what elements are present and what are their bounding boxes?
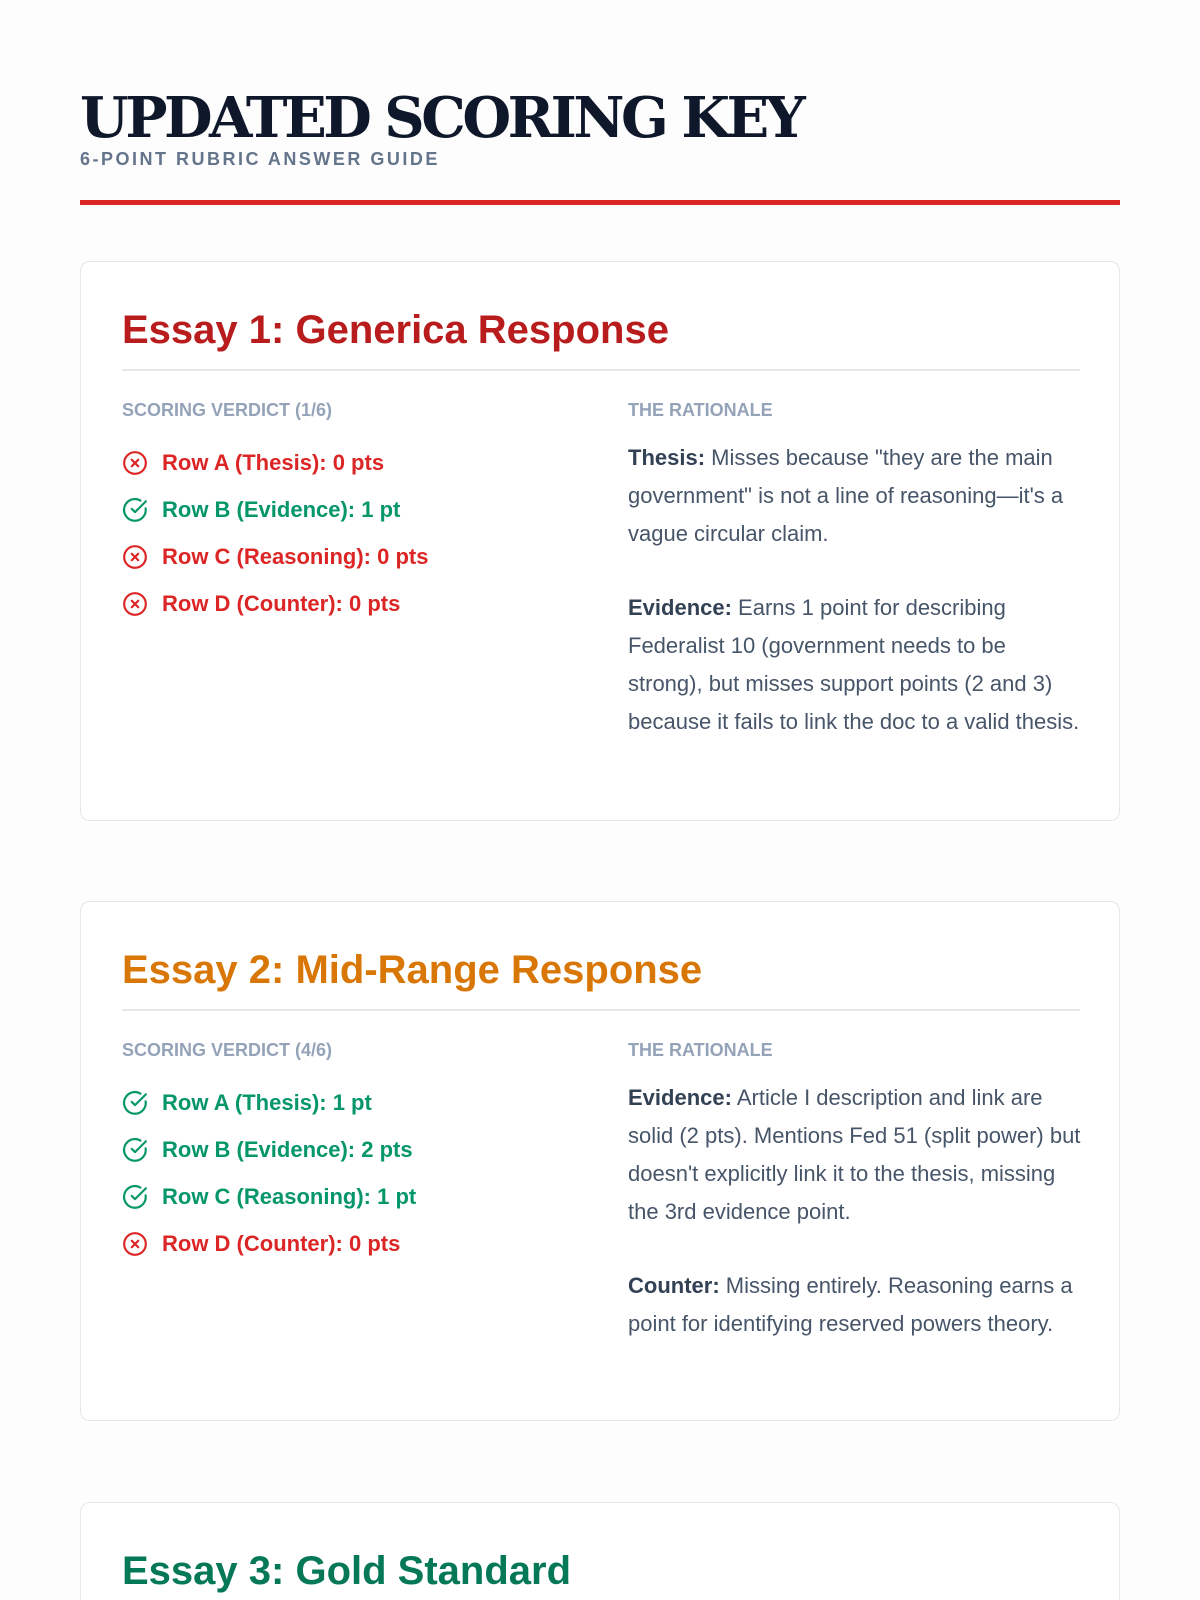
rationale-text: [628, 439, 1083, 741]
page-subtitle: 6-POINT RUBRIC ANSWER GUIDE: [80, 149, 440, 169]
rationale-paragraph: [628, 439, 1083, 553]
check-circle-icon: [122, 1090, 148, 1116]
verdict-label: SCORING VERDICT (1/6): [122, 400, 333, 420]
essay-card-3: [80, 1502, 1120, 1600]
essay-card-1: [80, 261, 1120, 821]
essay-card-2: [80, 901, 1120, 1421]
score-row: [122, 439, 562, 486]
rationale-term: Thesis:: [628, 445, 706, 470]
x-circle-icon: [122, 591, 148, 617]
rationale-body: Misses because "they are the main government" is not a line of reasoning—it's a vague circular claim.: [628, 445, 1064, 546]
scoring-verdict-column: [122, 1039, 562, 1267]
score-row-text: Row A (Thesis): 1 pt: [162, 1089, 372, 1115]
header-divider: [80, 200, 1120, 205]
scoring-key-page: [80, 0, 1120, 1600]
card-divider: [122, 369, 1080, 371]
score-list: [122, 1079, 562, 1267]
scoring-verdict-column: [122, 399, 562, 627]
verdict-label: SCORING VERDICT (4/6): [122, 1040, 333, 1060]
x-circle-icon: [122, 1231, 148, 1257]
score-row: [122, 1126, 562, 1173]
score-row-text: Row B (Evidence): 2 pts: [162, 1136, 413, 1162]
score-row: [122, 1173, 562, 1220]
page-title: UPDATED SCORING KEY: [80, 85, 803, 151]
rationale-term: Evidence:: [628, 1085, 732, 1110]
check-circle-icon: [122, 1184, 148, 1210]
check-circle-icon: [122, 1137, 148, 1163]
x-circle-icon: [122, 450, 148, 476]
x-circle-icon: [122, 544, 148, 570]
rationale-label: THE RATIONALE: [628, 400, 773, 420]
score-row-text: Row A (Thesis): 0 pts: [162, 449, 385, 475]
rationale-term: Counter:: [628, 1273, 720, 1298]
rationale-text: [628, 1079, 1083, 1343]
essay-title: Essay 2: Mid-Range Response: [122, 948, 703, 992]
rationale-column: [628, 399, 1083, 741]
rationale-column: [628, 1039, 1083, 1343]
rationale-label: THE RATIONALE: [628, 1040, 773, 1060]
rationale-paragraph: [628, 1267, 1083, 1343]
check-circle-icon: [122, 497, 148, 523]
rationale-paragraph: [628, 589, 1083, 741]
score-row-text: Row C (Reasoning): 1 pt: [162, 1183, 417, 1209]
essay-title: Essay 3: Gold Standard: [122, 1549, 572, 1593]
card-divider: [122, 1009, 1080, 1011]
score-row-text: Row C (Reasoning): 0 pts: [162, 543, 429, 569]
rationale-body: Missing entirely. Reasoning earns a point for identifying reserved powers theory.: [628, 1273, 1073, 1336]
document-header: [80, 85, 1120, 170]
score-row: [122, 580, 562, 627]
rationale-body: Earns 1 point for describing Federalist 10 (government needs to be strong), but misses support points (2 and 3) because it fails to link the doc to a valid thesis.: [628, 595, 1080, 734]
rationale-term: Evidence:: [628, 595, 732, 620]
score-row: [122, 486, 562, 533]
essay-title: Essay 1: Generica Response: [122, 308, 669, 352]
score-row-text: Row B (Evidence): 1 pt: [162, 496, 401, 522]
score-row: [122, 533, 562, 580]
score-row: [122, 1079, 562, 1126]
rationale-body: Article I description and link are solid (2 pts). Mentions Fed 51 (split power) but doesn't explicitly link it to the thesis, missing the 3rd evidence point.: [628, 1085, 1081, 1224]
rationale-paragraph: [628, 1079, 1083, 1231]
score-row: [122, 1220, 562, 1267]
score-row-text: Row D (Counter): 0 pts: [162, 590, 401, 616]
score-row-text: Row D (Counter): 0 pts: [162, 1230, 401, 1256]
score-list: [122, 439, 562, 627]
